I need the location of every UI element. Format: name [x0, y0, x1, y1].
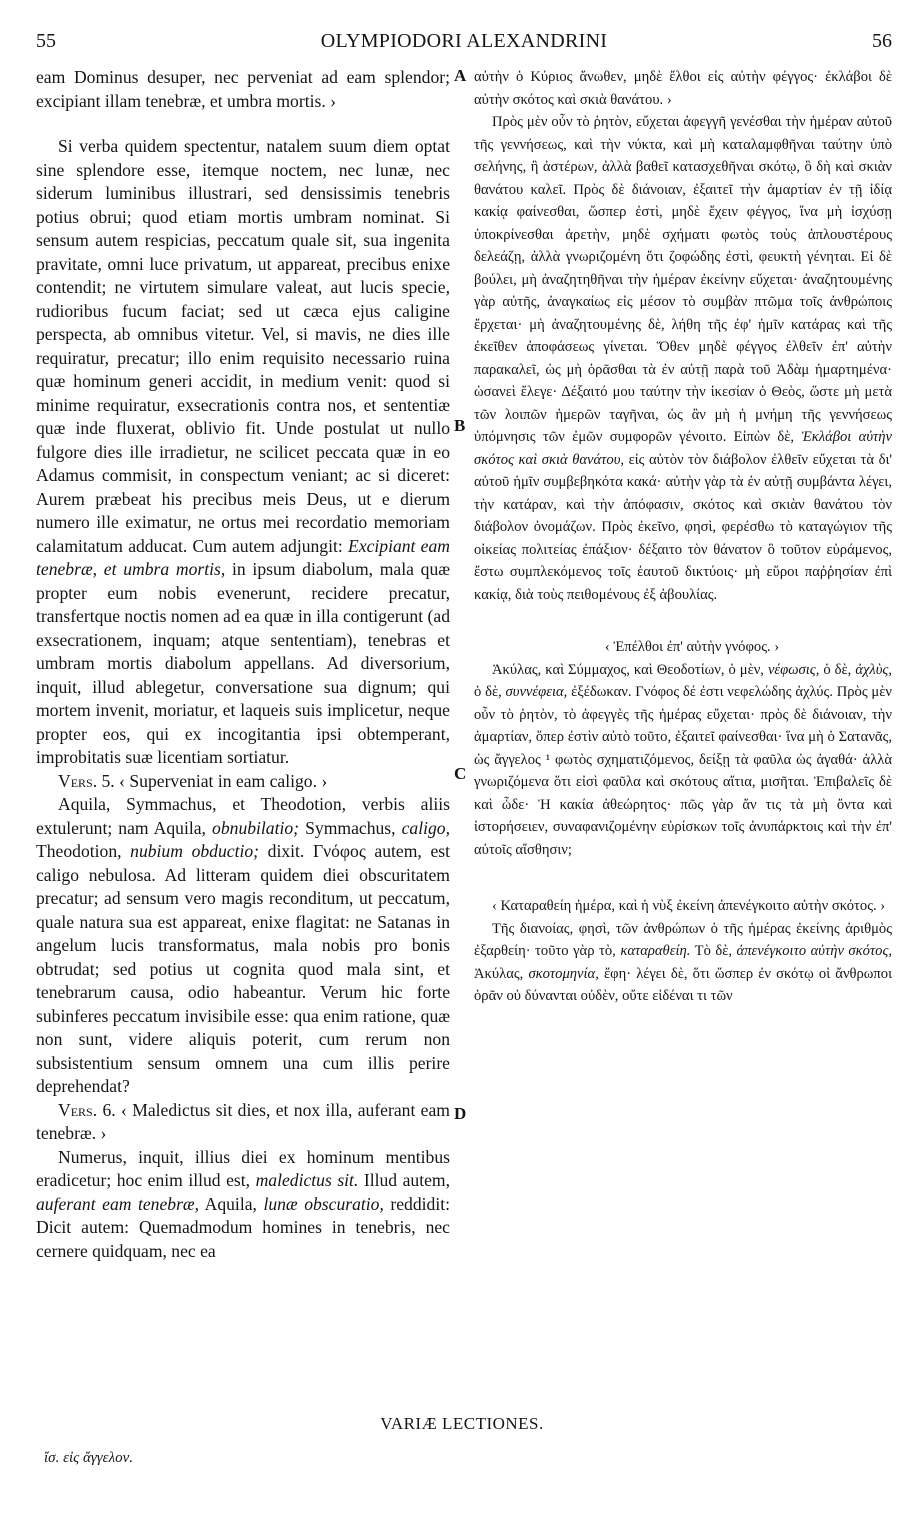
greek-paragraph-3: Ἀκύλας, καὶ Σύμμαχος, καὶ Θεοδοτίων, ὁ μὲν, νέφωσις, ὁ δὲ, ἀχλὺς, ὁ δὲ, συννέφεια, ἐξέδωκαν. Γνόφος δέ ἐστι νεφελώδης ἀχλύς. Πρὸς μὲν οὖν τὸ ῥητὸν, τὸ ἀφεγγὲς τῆς ἡμέρας εὔχεται· πρὸς δὲ διάνοιαν, τὴν ἁμαρτίαν, ὅπερ ἐστὶν αὐτὸ τοῦτο, ἐξαιτεῖ φαίνεσθαι· ἵνα μὴ ὁ Σατανᾶς, ὡς ἄγγελος ¹ φωτὸς σχηματιζόμενος, δείξῃ τὰ φαῦλα ὡς ἀγαθά· ἀλλὰ γνωριζόμενα ὅτι εἰσὶ φαῦλα καὶ σκότους αἴτια, μισῆται. Ἐπιβαλεῖς δὲ καὶ ὧδε· Ἡ κακία ἀθεώρητος· πῶς γὰρ ἄν τις τὰ μὴ ὄντα καὶ ἱστορήσειεν, συναφανιζομένην εὑρίσκων τοῖς ἀνυπάρκτοις καὶ τὴν ἐπ' αὐτοῖς αἴσθησιν;: [474, 661, 892, 858]
page-header: [36, 30, 892, 58]
latin-verse-6: Vers. 6. ‹ Maledictus sit dies, et nox illa, auferant eam tenebræ. ›: [36, 1099, 450, 1143]
latin-paragraph-2: Si verba quidem spectentur, natalem suum diem optat sine splendore esse, itemque noctem, nec lunæ, nec siderum luminibus illustrari, sed densissimis tenebris potius obrui; quod etiam mortis umbram nominat. Si sensum autem respicias, peccatum quale sit, sua ingenita pravitate, omni luce privatum, ut appareat, precibus enixe contendit; ne virtutem simulare valeat, aut lucis specie, rudioribus fucum faciat; sed ut cæca ejus caligine perspecta, ab omnibus vitetur. Vel, si mavis, ne dies ille requiratur, precatur; illo enim requisito necessario ruina quæ hominum generi accidit, in medium venit: quod si minime requiratur, exsecrationis contra nos, et sententiæ quæ inde fluxerat, oblivio fit. Unde postulat ut nullo fulgore dies ille irradietur, ne scilicet peccata quæ in eo Adamus commisit, in conspectum veniant; ac si diceret: Aurem præbeat his precibus meis Deus, ut e dierum numero ille eximatur, ne ortus mei recordatio memoriam calamitatum adducat. Cum autem adjungit: Excipiant eam tenebræ, et umbra mortis, in ipsum diabolum, mala quæ propter eum nobis evenerunt, recidere precatur, transfertque noctis nomen ad ea quæ in illa contigerunt (ad exsecrationem, inquam; atque sententiam), tenebras et umbram mortis diabolum appellans. Ad diversorium, inquit, illud ablegetur, conversatione sua dignum; qui mortem invenit, moriatur, et laqueis suis implicetur, neque propter eos, qui ex incogitantia ipsi obtemperant, improbitatis suæ licentiam sortiatur.: [36, 136, 450, 767]
latin-paragraph-1: eam Dominus desuper, nec perveniat ad eam splendor; excipiant illam tenebræ, et umbra mortis. ›: [36, 67, 450, 111]
running-title: OLYMPIODORI ALEXANDRINI: [320, 30, 608, 52]
page-number-right: 56: [872, 30, 892, 52]
greek-paragraph-4: Τῆς διανοίας, φησὶ, τῶν ἀνθρώπων ὁ τῆς ἡμέρας ἐκείνης ἀριθμὸς ἐξαρθείη· τοῦτο γὰρ τὸ, καταραθείη. Τὸ δὲ, ἀπενέγκοιτο αὐτὴν σκότος, Ἀκύλας, σκοτομηνία, ἔφη· λέγει δὲ, ὅτι ὥσπερ ἐν σκότῳ οἱ ἄνθρωποι ὁρᾶν οὐ δύνανται οὐδὲν, οὔτε εἰδέναι τι τῶν: [474, 920, 893, 1004]
variae-lectiones-title: VARIÆ LECTIONES.: [380, 1414, 544, 1433]
latin-paragraph-4: Numerus, inquit, illius diei ex hominum mentibus eradicetur; hoc enim illud est, maledictus sit. Illud autem, auferant eam tenebræ, Aquila, lunæ obscuratio, reddidit: Dicit autem: Quemadmodum homines in tenebris, nec cernere quidquam, nec ea: [36, 1146, 451, 1261]
greek-paragraph-2: Πρὸς μὲν οὖν τὸ ῥητὸν, εὔχεται ἀφεγγῆ γενέσθαι τὴν ἡμέραν αὐτοῦ τῆς γεννήσεως, καὶ τὴν νύκτα, καὶ μὴ καταλαμφθῆναι ταύτην ὑπὸ σελήνης, ἢ ἀστέρων, ἀλλὰ βαθεῖ κατασχεθῆναι σκότῳ, ὃ δὴ καὶ σκιὰν θανάτου καλεῖ. Πρὸς δὲ διάνοιαν, ἐξαιτεῖ τὴν ἁμαρτίαν ἐν τῇ ἰδίᾳ κακίᾳ φαίνεσθαι, ὥσπερ ἐστὶ, μηδὲ ἔχειν φέγγος, ἵνα μὴ ἰσχύσῃ ὑποκρίνεσθαι ἀρετὴν, μηδὲ σχήματι φωτὸς τοὺς ἁπλουστέρους δελεάζῃ, ἀλλὰ γνωριζομένη ὅτι ζοφώδης ἐστὶ, φευκτὴ γένηται. Εἰ δὲ βούλει, μὴ ἀναζητηθῆναι τὴν ἡμέραν ἐκείνην εὔχεται· ἀναζητουμένης γὰρ αὐτῆς, ἀναγκαίως εἰς μέσον τὸ συμβὰν πτῶμα τοῖς ἀνθρώποις ἔρχεται· μὴ ἀναζητουμένης δὲ, λήθη τῆς ἐφ' ἡμῖν κατάρας καὶ τῆς ἐκεῖθεν ἀποφάσεως γίνεται. Ὅθεν μηδὲ φέγγος ἐλθεῖν ἐπ' αὐτὴν παρακαλεῖ, ὡς μὴ ὁρᾶσθαι τὰ ἐν αὐτῇ παρὰ τοῦ Ἀδὰμ ἡμαρτημένα· ὡσανεὶ ἔλεγε· Δέξαιτό μου ταύτην τὴν ἱκεσίαν ὁ Θεὸς, ὥστε μὴ μετὰ τῶν λοιπῶν ἡμερῶν ταγῆναι, ὡς ἂν μὴ ἡ μνήμη τῆς γεννήσεως ὑπόμνησις τῶν ἐμῶν συμφορῶν γένοιτο. Εἰπὼν δὲ, Ἐκλάβοι αὐτὴν σκότος καὶ σκιὰ θανάτου, εἰς αὐτὸν τὸν διάβολον ἐλθεῖν εὔχεται τὰ δι' αὐτοῦ ἡμῖν συμβεβηκότα κακά· αὐτὴν γὰρ τὰ ἐν αὐτῇ συμβάντα λέγει, τὴν κατάραν, καὶ τὴν ἀπόφασιν, σκότος καὶ σκιὰν θανάτου τὸν διάβολον ὀνομάζων. Πρὸς ἐκεῖνο, φησὶ, φερέσθω τὸ καταγώγιον τῆς οἰκείας πολιτείας ἐπάξιον· δέξαιτο τὸν θάνατον ὃ τοῦτον εὑράμενος, ἔστω συμπλεκόμενος τοῖς ἑαυτοῦ δικτύοις· μὴ εὕροι παῤῥησίαν ἐπὶ κακίᾳ, διὰ τοὺς πειθομένους ἐξ ἀβουλίας.: [474, 114, 893, 603]
latin-paragraph-3: Aquila, Symmachus, et Theodotion, verbis aliis extulerunt; nam Aquila, obnubilatio; Symmachus, caligo, Theodotion, nubium obductio; dixit. Γνόφος autem, est caligo nebulosa. Ad litteram quidem diei obscuritatem precatur; ad sensum vero magis reconditum, ut peccatum, quale natura sua est appareat, enixe flagitat: ne Satanas in angelum lucis transformatus, mala nobis pro bonis obtrudat; sed potius ut cognita quod mala sint, et tenebrarum causa, odio habeantur. Verum hic forte subinferes peccatum invisibile esse: qua enim ratione, quæ non sunt, videre aliquis poterit, cum rerum non subsistentium sensum omnem una cum illis perire deprehendat?: [36, 794, 450, 1096]
margin-letter-d: D: [454, 1104, 467, 1123]
margin-letter-b: B: [454, 416, 466, 435]
margin-letter-a: A: [454, 66, 467, 85]
greek-verse-6: ‹ Καταραθείη ἡμέρα, καὶ ἡ νὺξ ἐκείνη ἀπενέγκοιτο αὐτὴν σκότος. ›: [492, 898, 886, 914]
margin-letter-c: C: [454, 764, 467, 783]
page-number-left: 55: [36, 30, 56, 52]
variae-lectiones-note: ἴσ. εἰς ἄγγελον.: [44, 1450, 133, 1466]
greek-column: [474, 66, 892, 1008]
latin-verse-5: Vers. 5. ‹ Superveniat in eam caligo. ›: [58, 770, 328, 791]
greek-paragraph-1: αὐτὴν ὁ Κύριος ἄνωθεν, μηδὲ ἔλθοι εἰς αὐτὴν φέγγος· ἐκλάβοι δὲ αὐτὴν σκότος καὶ σκιὰ θανάτου. ›: [474, 69, 892, 108]
latin-column: [36, 66, 450, 1263]
greek-verse-5: ‹ Ἐπέλθοι ἐπ' αὐτὴν γνόφος. ›: [604, 639, 780, 655]
